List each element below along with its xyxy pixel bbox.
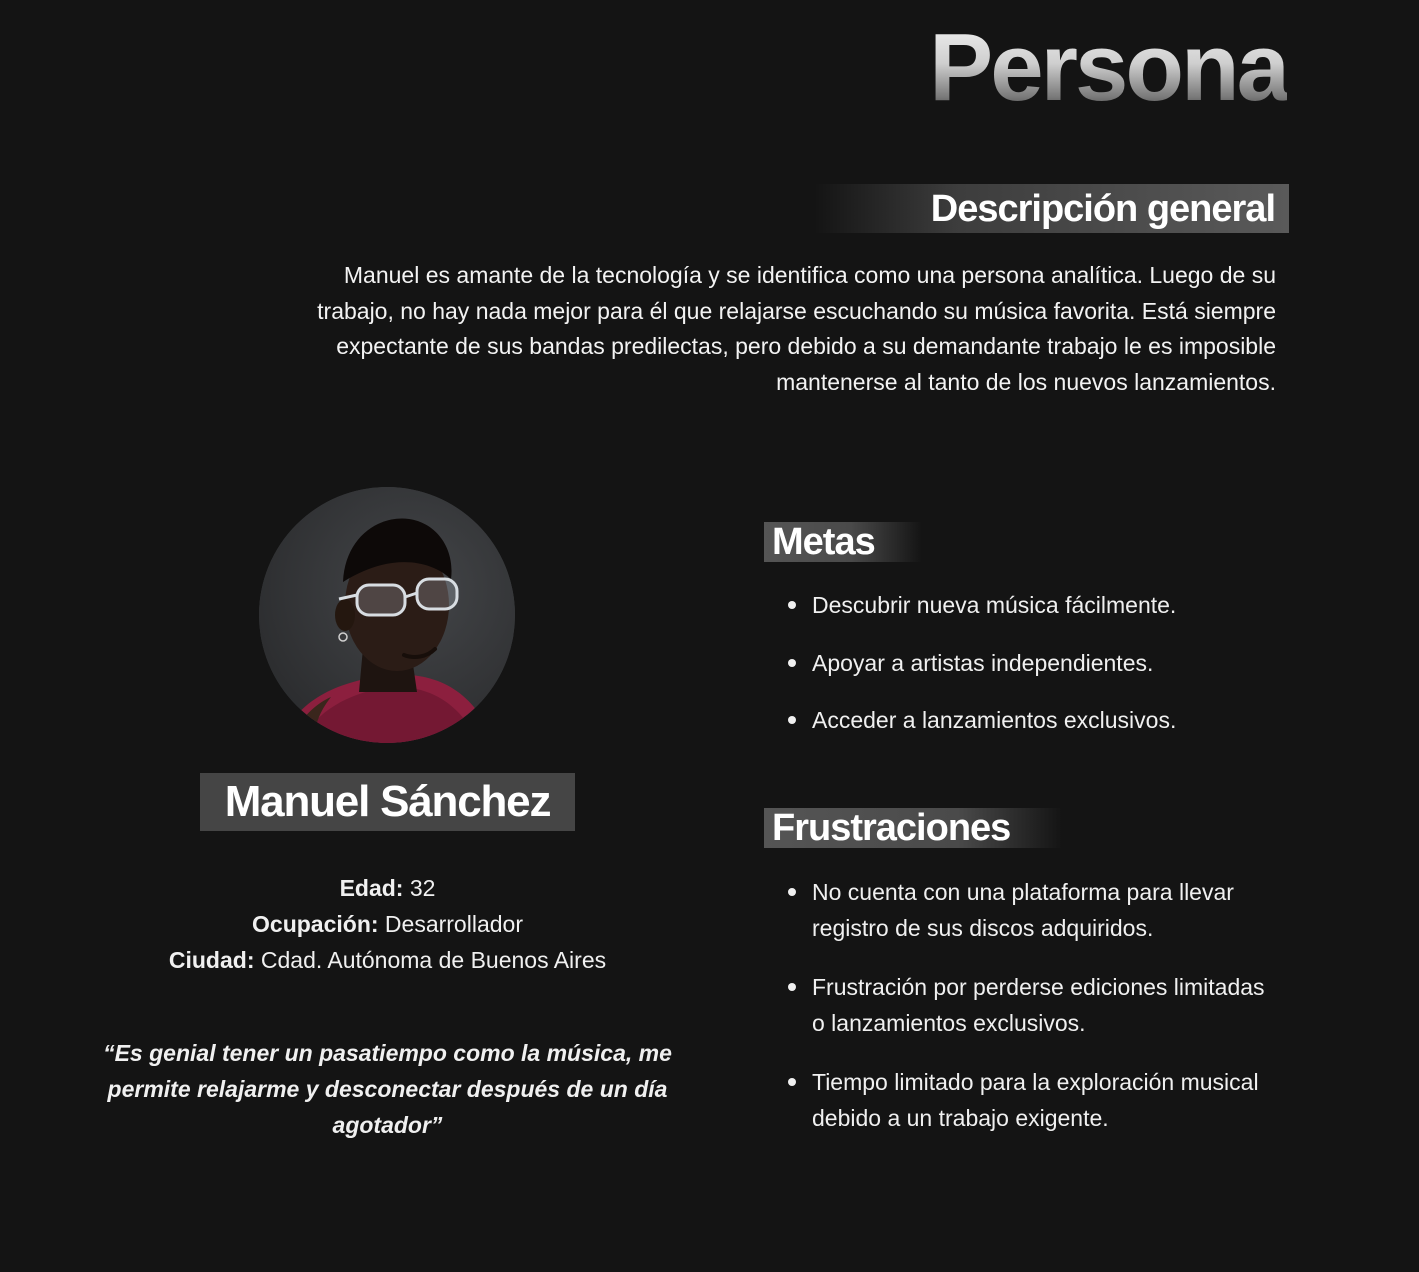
goals-list <box>788 587 1268 760</box>
persona-name: Manuel Sánchez <box>200 773 575 831</box>
avatar <box>259 487 515 743</box>
occupation-label: Ocupación: <box>252 911 379 937</box>
avatar-illustration <box>259 487 515 743</box>
persona-quote: “Es genial tener un pasatiempo como la música, me permite relajarme y desconectar después de un día agotador” <box>103 1040 672 1138</box>
list-item: Descubrir nueva música fácilmente. <box>788 587 1268 645</box>
age-row <box>100 870 675 906</box>
city-label: Ciudad: <box>168 947 255 973</box>
description-heading: Descripción general <box>814 184 1289 233</box>
list-item: Acceder a lanzamientos exclusivos. <box>788 702 1268 760</box>
occupation-value: Desarrollador <box>384 911 523 937</box>
description-text: Manuel es amante de la tecnología y se identifica como una persona analítica. Luego de su trabajo, no hay nada mejor para él que relajarse escuchando su música favorita. Está siempre expectante de sus bandas predilectas, pero debido a su demandante trabajo le es imposible mantenerse al tanto de los nuevos lanzamientos. <box>317 262 1276 395</box>
age-value: 32 <box>409 875 436 901</box>
page-title: Persona <box>929 14 1287 121</box>
occupation-row <box>100 906 675 942</box>
list-item: Frustración por perderse ediciones limitadas o lanzamientos exclusivos. <box>788 969 1268 1041</box>
city-row <box>100 942 675 978</box>
persona-info <box>100 870 675 978</box>
age-label: Edad: <box>339 875 404 901</box>
list-item: Tiempo limitado para la exploración musical debido a un trabajo exigente. <box>788 1064 1268 1136</box>
list-item: No cuenta con una plataforma para llevar registro de sus discos adquiridos. <box>788 874 1268 946</box>
list-item: Apoyar a artistas independientes. <box>788 645 1268 703</box>
goals-heading: Metas <box>764 522 922 562</box>
frustrations-heading: Frustraciones <box>764 808 1062 848</box>
frustrations-list <box>788 874 1268 1159</box>
city-value: Cdad. Autónoma de Buenos Aires <box>260 947 607 973</box>
